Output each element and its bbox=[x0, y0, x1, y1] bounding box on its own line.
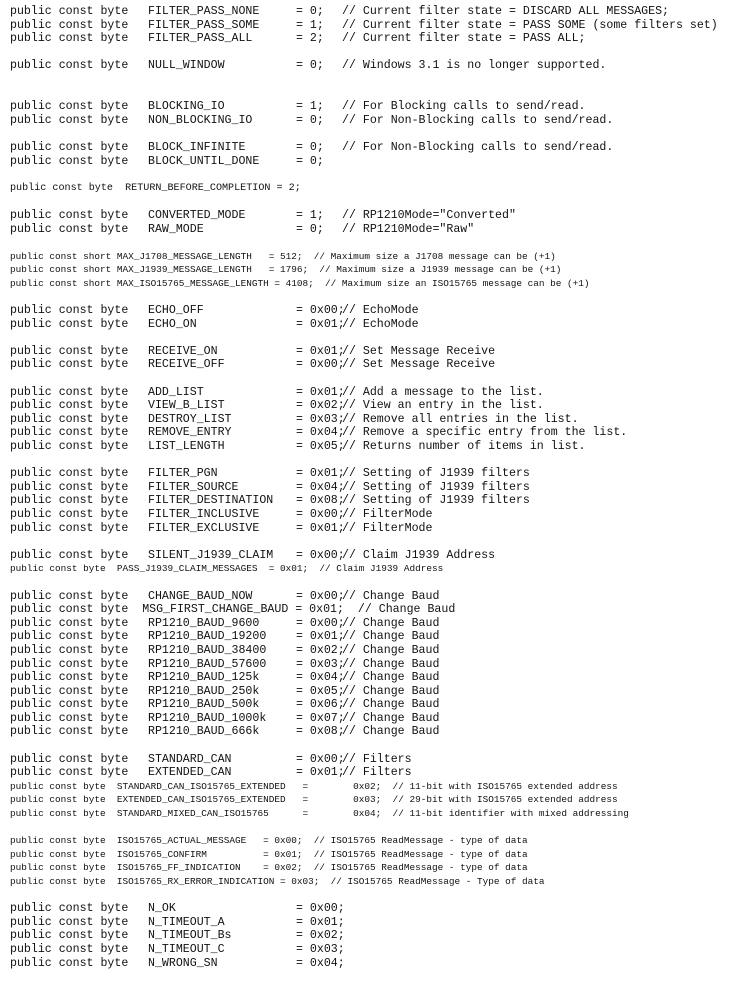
constant-name: FILTER_PASS_ALL bbox=[148, 32, 253, 46]
constant-value: = 0x01; bbox=[296, 521, 345, 535]
declaration-keyword: public const byte bbox=[10, 59, 129, 73]
code-line bbox=[10, 114, 725, 128]
code-comment: // Change Baud bbox=[342, 711, 440, 725]
declaration-keyword: public const byte bbox=[10, 671, 129, 685]
declaration-keyword: public const byte bbox=[10, 304, 129, 318]
declaration-keyword: public const byte bbox=[10, 698, 129, 712]
code-line bbox=[10, 467, 725, 481]
constant-value: = 0; bbox=[296, 140, 324, 154]
constant-value: = 0; bbox=[296, 113, 324, 127]
blank-line bbox=[10, 168, 725, 182]
blank-line bbox=[10, 73, 725, 100]
code-comment: // EchoMode bbox=[342, 304, 419, 318]
constant-value: = 0x01; bbox=[296, 317, 345, 331]
declaration-keyword: public const byte bbox=[10, 100, 129, 114]
code-line bbox=[10, 100, 725, 114]
declaration-keyword: public const byte bbox=[10, 657, 129, 671]
constant-name: BLOCK_UNTIL_DONE bbox=[148, 154, 260, 168]
constant-value: = 0x05; bbox=[296, 684, 345, 698]
constant-value: = 0x04; bbox=[296, 480, 345, 494]
constant-value: = 0x05; bbox=[296, 440, 345, 453]
blank-line bbox=[10, 236, 725, 250]
declaration-keyword: public const byte bbox=[10, 140, 129, 154]
blank-line bbox=[10, 372, 725, 386]
code-line bbox=[10, 549, 725, 563]
code-line: public const byte ISO15765_CONFIRM = 0x01; // ISO15765 ReadMessage - type of data bbox=[10, 848, 528, 860]
constant-name: N_WRONG_SN bbox=[148, 956, 218, 970]
declaration-keyword: public const byte bbox=[10, 154, 129, 168]
constant-value: = 0x01; bbox=[296, 467, 345, 481]
constant-name: ECHO_ON bbox=[148, 317, 197, 331]
constant-value: = 0x00; bbox=[296, 589, 345, 603]
declaration-keyword: public const byte bbox=[10, 725, 129, 739]
declaration-keyword: public const byte bbox=[10, 18, 129, 32]
constant-value: = 0x07; bbox=[296, 711, 345, 725]
constant-name: FILTER_SOURCE bbox=[148, 480, 239, 494]
code-line bbox=[10, 658, 725, 672]
code-comment: // Change Baud bbox=[342, 684, 440, 698]
constant-name: FILTER_EXCLUSIVE bbox=[148, 521, 260, 535]
declaration-keyword: public const byte bbox=[10, 344, 129, 358]
code-comment: // Remove all entries in the list. bbox=[342, 412, 579, 426]
declaration-keyword: public const byte bbox=[10, 494, 129, 508]
code-line bbox=[10, 943, 725, 957]
declaration-keyword: public const byte bbox=[10, 589, 129, 603]
code-comment: // FilterMode bbox=[342, 507, 433, 521]
code-line: public const byte ISO15765_RX_ERROR_INDICATION = 0x03; // ISO15765 ReadMessage - Type of data bbox=[10, 876, 545, 887]
code-line bbox=[10, 209, 725, 223]
constant-name: RP1210_BAUD_125k bbox=[148, 671, 260, 685]
constant-value: = 0x01; bbox=[296, 344, 345, 358]
declaration-keyword: public const byte bbox=[10, 480, 129, 494]
code-comment: // For Non-Blocking calls to send/read. bbox=[342, 140, 614, 154]
constant-value: = 0x00; bbox=[296, 902, 345, 916]
constant-name: EXTENDED_CAN bbox=[148, 766, 232, 780]
code-comment: // Setting of J1939 filters bbox=[342, 494, 530, 508]
code-line bbox=[10, 155, 725, 169]
constant-value: = 0x03; bbox=[296, 412, 345, 426]
constant-value: = 0x02; bbox=[296, 399, 345, 413]
constant-value: = 0; bbox=[296, 154, 324, 168]
declaration-keyword: public const byte bbox=[10, 222, 129, 236]
constant-value: = 0x01; bbox=[296, 766, 345, 780]
declaration-keyword: public const byte bbox=[10, 507, 129, 521]
code-comment: // Current filter state = PASS SOME (some filters set) bbox=[342, 18, 718, 32]
constant-name: ADD_LIST bbox=[148, 385, 204, 399]
code-comment: // Setting of J1939 filters bbox=[342, 480, 530, 494]
constant-value: = 0x00; bbox=[296, 548, 345, 562]
code-comment: // Set Message Receive bbox=[342, 358, 496, 372]
constant-name: RECEIVE_OFF bbox=[148, 358, 225, 372]
constant-name: FILTER_DESTINATION bbox=[148, 494, 274, 508]
code-line bbox=[10, 426, 725, 440]
declaration-keyword: public const byte bbox=[10, 711, 129, 725]
code-line bbox=[10, 902, 725, 916]
code-comment: // RP1210Mode="Converted" bbox=[342, 208, 516, 222]
code-line bbox=[10, 685, 725, 699]
declaration-keyword: public const byte bbox=[10, 684, 129, 698]
declaration-keyword: public const byte bbox=[10, 929, 129, 943]
constant-value: = 0x02; bbox=[296, 929, 345, 943]
code-listing bbox=[10, 5, 725, 970]
declaration-keyword: public const byte bbox=[10, 426, 129, 440]
declaration-keyword: public const byte bbox=[10, 385, 129, 399]
code-line bbox=[10, 141, 725, 155]
code-line bbox=[10, 766, 725, 780]
code-comment: // Change Baud bbox=[342, 589, 440, 603]
code-comment: // For Non-Blocking calls to send/read. bbox=[342, 113, 614, 127]
constant-name: ECHO_OFF bbox=[148, 304, 204, 318]
code-comment: // Change Baud bbox=[342, 725, 440, 739]
code-comment: // EchoMode bbox=[342, 317, 419, 331]
code-line bbox=[10, 712, 725, 726]
code-line bbox=[10, 440, 725, 454]
code-line bbox=[10, 725, 725, 739]
constant-name: SILENT_J1939_CLAIM bbox=[148, 548, 274, 562]
blank-line bbox=[10, 195, 725, 209]
constant-name: LIST_LENGTH bbox=[148, 440, 225, 453]
constant-name: BLOCK_INFINITE bbox=[148, 140, 246, 154]
constant-name: CONVERTED_MODE bbox=[148, 208, 246, 222]
declaration-keyword: public const byte bbox=[10, 956, 129, 970]
code-line bbox=[10, 481, 725, 495]
declaration-keyword: public const byte bbox=[10, 412, 129, 426]
code-line bbox=[10, 644, 725, 658]
code-line: public const byte RETURN_BEFORE_COMPLETION = 2; bbox=[10, 182, 301, 194]
code-comment: // Change Baud bbox=[342, 630, 440, 644]
code-line bbox=[10, 399, 725, 413]
constant-name: FILTER_PGN bbox=[148, 467, 218, 481]
code-comment: // Returns number of items in list. bbox=[342, 440, 586, 453]
code-line bbox=[10, 19, 725, 33]
blank-line bbox=[10, 535, 725, 549]
code-line: public const byte PASS_J1939_CLAIM_MESSAGES = 0x01; // Claim J1939 Address bbox=[10, 563, 444, 575]
code-line bbox=[10, 957, 725, 971]
constant-name: N_TIMEOUT_A bbox=[148, 915, 225, 929]
constant-name: N_TIMEOUT_C bbox=[148, 942, 225, 956]
constant-name: RAW_MODE bbox=[148, 222, 204, 236]
constant-name: RP1210_BAUD_19200 bbox=[148, 630, 267, 644]
code-line bbox=[10, 413, 725, 427]
declaration-keyword: public const byte bbox=[10, 548, 129, 562]
code-comment: // Remove a specific entry from the list. bbox=[342, 426, 628, 440]
constant-name: NON_BLOCKING_IO bbox=[148, 113, 253, 127]
constant-value: = 0; bbox=[296, 222, 324, 236]
declaration-keyword: public const byte bbox=[10, 942, 129, 956]
constant-name: RP1210_BAUD_250k bbox=[148, 684, 260, 698]
constant-name: RP1210_BAUD_500k bbox=[148, 698, 260, 712]
constant-name: NULL_WINDOW bbox=[148, 59, 225, 73]
code-comment: // Set Message Receive bbox=[342, 344, 496, 358]
constant-name: RP1210_BAUD_666k bbox=[148, 725, 260, 739]
code-comment: // RP1210Mode="Raw" bbox=[342, 222, 475, 236]
code-line bbox=[10, 698, 725, 712]
constant-value: = 0x04; bbox=[296, 426, 345, 440]
constant-name: N_OK bbox=[148, 902, 176, 916]
constant-name: FILTER_PASS_NONE bbox=[148, 5, 260, 18]
code-comment: // Windows 3.1 is no longer supported. bbox=[342, 59, 607, 73]
constant-value: = 0x00; bbox=[296, 507, 345, 521]
code-line: public const byte MSG_FIRST_CHANGE_BAUD = 0x01; // Change Baud bbox=[10, 603, 456, 617]
constant-value: = 0x04; bbox=[296, 671, 345, 685]
constant-name: STANDARD_CAN bbox=[148, 752, 232, 766]
code-line bbox=[10, 590, 725, 604]
declaration-keyword: public const byte bbox=[10, 440, 129, 453]
constant-name: DESTROY_LIST bbox=[148, 412, 232, 426]
constant-value: = 0; bbox=[296, 5, 324, 18]
constant-value: = 0x03; bbox=[296, 657, 345, 671]
code-comment: // Change Baud bbox=[342, 657, 440, 671]
constant-value: = 0x01; bbox=[296, 915, 345, 929]
code-line: public const byte STANDARD_MIXED_CAN_ISO15765 = 0x04; // 11-bit identifier with mixed addressing bbox=[10, 808, 629, 820]
constant-value: = 1; bbox=[296, 208, 324, 222]
constant-name: CHANGE_BAUD_NOW bbox=[148, 589, 253, 603]
code-comment: // Change Baud bbox=[342, 643, 440, 657]
code-line bbox=[10, 32, 725, 46]
code-line bbox=[10, 386, 725, 400]
code-line bbox=[10, 929, 725, 943]
constant-name: RECEIVE_ON bbox=[148, 344, 218, 358]
code-line bbox=[10, 318, 725, 332]
declaration-keyword: public const byte bbox=[10, 32, 129, 46]
constant-name: RP1210_BAUD_1000k bbox=[148, 711, 267, 725]
code-comment: // Change Baud bbox=[342, 698, 440, 712]
declaration-keyword: public const byte bbox=[10, 752, 129, 766]
declaration-keyword: public const byte bbox=[10, 208, 129, 222]
constant-name: RP1210_BAUD_38400 bbox=[148, 643, 267, 657]
constant-value: = 0x00; bbox=[296, 752, 345, 766]
constant-value: = 2; bbox=[296, 32, 324, 46]
declaration-keyword: public const byte bbox=[10, 643, 129, 657]
constant-name: RP1210_BAUD_57600 bbox=[148, 657, 267, 671]
code-comment: // FilterMode bbox=[342, 521, 433, 535]
blank-line bbox=[10, 576, 725, 590]
code-line bbox=[10, 59, 725, 73]
declaration-keyword: public const byte bbox=[10, 5, 129, 18]
code-line bbox=[10, 753, 725, 767]
constant-value: = 0x06; bbox=[296, 698, 345, 712]
code-comment: // Add a message to the list. bbox=[342, 385, 544, 399]
constant-name: REMOVE_ENTRY bbox=[148, 426, 232, 440]
blank-line bbox=[10, 290, 725, 304]
code-line bbox=[10, 358, 725, 372]
blank-line bbox=[10, 454, 725, 468]
constant-value: = 0x02; bbox=[296, 643, 345, 657]
constant-name: FILTER_INCLUSIVE bbox=[148, 507, 260, 521]
blank-line bbox=[10, 331, 725, 345]
code-line: public const byte EXTENDED_CAN_ISO15765_EXTENDED = 0x03; // 29-bit with ISO15765 extended address bbox=[10, 794, 618, 806]
blank-line bbox=[10, 127, 725, 141]
code-comment: // Change Baud bbox=[342, 616, 440, 630]
declaration-keyword: public const byte bbox=[10, 630, 129, 644]
code-comment: // Current filter state = PASS ALL; bbox=[342, 32, 586, 46]
declaration-keyword: public const byte bbox=[10, 399, 129, 413]
code-line: public const byte STANDARD_CAN_ISO15765_EXTENDED = 0x02; // 11-bit with ISO15765 extended address bbox=[10, 780, 618, 792]
constant-value: = 0x08; bbox=[296, 494, 345, 508]
code-line bbox=[10, 617, 725, 631]
code-line: public const short MAX_ISO15765_MESSAGE_LENGTH = 4108; // Maximum size an ISO15765 message can be (+1) bbox=[10, 277, 590, 289]
constant-value: = 0x01; bbox=[296, 385, 345, 399]
constant-value: = 0x00; bbox=[296, 358, 345, 372]
code-comment: // Claim J1939 Address bbox=[342, 548, 496, 562]
code-line bbox=[10, 522, 725, 536]
declaration-keyword: public const byte bbox=[10, 616, 129, 630]
code-line bbox=[10, 304, 725, 318]
code-line bbox=[10, 494, 725, 508]
constant-name: FILTER_PASS_SOME bbox=[148, 18, 260, 32]
code-line: public const short MAX_J1708_MESSAGE_LENGTH = 512; // Maximum size a J1708 message can be (+1) bbox=[10, 250, 556, 262]
code-line bbox=[10, 223, 725, 237]
constant-value: = 0x04; bbox=[296, 956, 345, 970]
code-comment: // Setting of J1939 filters bbox=[342, 467, 530, 481]
code-comment: // For Blocking calls to send/read. bbox=[342, 100, 586, 114]
code-line: public const short MAX_J1939_MESSAGE_LENGTH = 1796; // Maximum size a J1939 message can be (+1) bbox=[10, 264, 562, 276]
code-line bbox=[10, 671, 725, 685]
declaration-keyword: public const byte bbox=[10, 467, 129, 481]
code-line bbox=[10, 5, 725, 19]
code-line bbox=[10, 345, 725, 359]
code-line bbox=[10, 916, 725, 930]
constant-value: = 0x08; bbox=[296, 725, 345, 739]
constant-value: = 0x03; bbox=[296, 942, 345, 956]
constant-name: N_TIMEOUT_Bs bbox=[148, 929, 232, 943]
code-comment: // Filters bbox=[342, 752, 412, 766]
declaration-keyword: public const byte bbox=[10, 521, 129, 535]
declaration-keyword: public const byte bbox=[10, 902, 129, 916]
blank-line bbox=[10, 889, 725, 903]
declaration-keyword: public const byte bbox=[10, 358, 129, 372]
code-line: public const byte ISO15765_FF_INDICATION = 0x02; // ISO15765 ReadMessage - type of data bbox=[10, 862, 528, 874]
blank-line bbox=[10, 46, 725, 60]
constant-name: BLOCKING_IO bbox=[148, 100, 225, 114]
code-comment: // Change Baud bbox=[342, 671, 440, 685]
constant-name: VIEW_B_LIST bbox=[148, 399, 225, 413]
code-line bbox=[10, 508, 725, 522]
blank-line bbox=[10, 821, 725, 835]
code-line: public const byte ISO15765_ACTUAL_MESSAGE = 0x00; // ISO15765 ReadMessage - type of data bbox=[10, 835, 528, 847]
declaration-keyword: public const byte bbox=[10, 113, 129, 127]
constant-value: = 1; bbox=[296, 18, 324, 32]
code-comment: // Current filter state = DISCARD ALL MESSAGES; bbox=[342, 5, 669, 18]
constant-value: = 0; bbox=[296, 59, 324, 73]
constant-value: = 0x01; bbox=[296, 630, 345, 644]
constant-value: = 1; bbox=[296, 100, 324, 114]
constant-value: = 0x00; bbox=[296, 616, 345, 630]
constant-name: RP1210_BAUD_9600 bbox=[148, 616, 260, 630]
code-comment: // Filters bbox=[342, 766, 412, 780]
blank-line bbox=[10, 739, 725, 753]
declaration-keyword: public const byte bbox=[10, 915, 129, 929]
declaration-keyword: public const byte bbox=[10, 317, 129, 331]
code-comment: // View an entry in the list. bbox=[342, 399, 544, 413]
code-line bbox=[10, 630, 725, 644]
constant-value: = 0x00; bbox=[296, 304, 345, 318]
declaration-keyword: public const byte bbox=[10, 766, 129, 780]
